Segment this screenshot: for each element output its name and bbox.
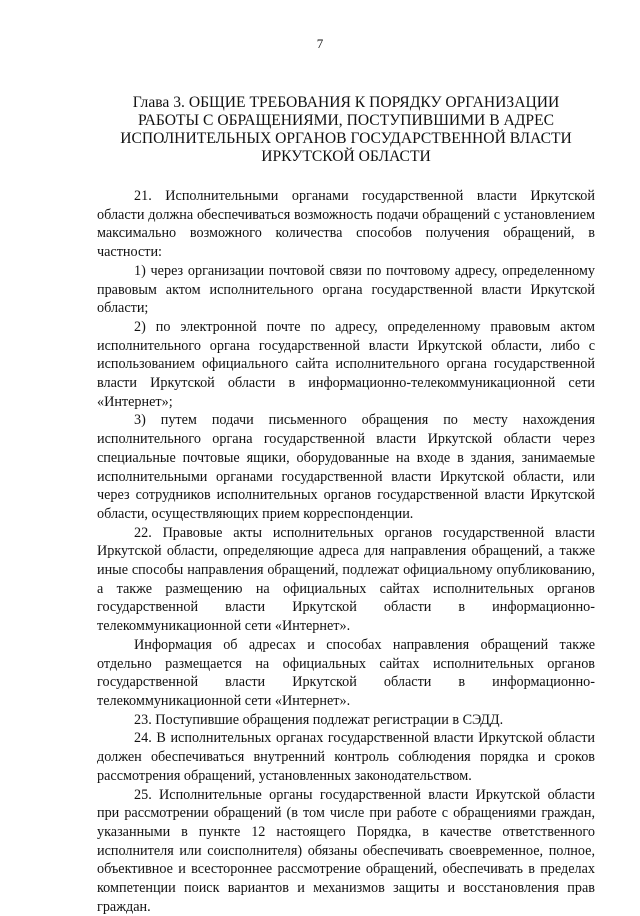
chapter-title [120,94,572,166]
paragraph-21-item-3: 3) путем подачи письменного обращения по месту нахождения исполнительного органа государственной власти Иркутской области через специальные почтовые ящики, оборудованные на входе в здания, занимаемые исполнительными органами государственной власти Иркутской области, или через сотрудников исполнительных органов государственной власти Иркутской области, осуществляющих прием корреспонденции. [97,411,595,523]
chapter-title-line: РАБОТЫ С ОБРАЩЕНИЯМИ, ПОСТУПИВШИМИ В АДРЕС [120,112,572,130]
paragraph-25: 25. Исполнительные органы государственной власти Иркутской области при рассмотрении обращений (в том числе при работе с обращениями граждан, указанными в пункте 12 настоящего Порядка, в качестве ответственного исполнителя или соисполнителя) обязаны обеспечивать своевременное, полное, объективное и всестороннее рассмотрение обращений, обеспечивать в пределах компетенции поиск вариантов и механизмов защиты и восстановления прав граждан. [97,786,595,916]
chapter-title-line: ИСПОЛНИТЕЛЬНЫХ ОРГАНОВ ГОСУДАРСТВЕННОЙ ВЛАСТИ [120,130,572,148]
paragraph-21-item-1: 1) через организации почтовой связи по почтовому адресу, определенному правовым актом исполнительного органа государственной власти Иркутской области; [97,262,595,318]
paragraph-21: 21. Исполнительными органами государственной власти Иркутской области должна обеспечиваться возможность подачи обращений с установлением максимально возможного количества способов получения обращений, в частности: [97,187,595,262]
paragraph-24: 24. В исполнительных органах государственной власти Иркутской области должен обеспечиваться внутренний контроль соблюдения порядка и сроков рассмотрения обращений, установленных законодательством. [97,729,595,785]
document-body [97,187,595,916]
chapter-title-line: ИРКУТСКОЙ ОБЛАСТИ [120,148,572,166]
paragraph-22: 22. Правовые акты исполнительных органов государственной власти Иркутской области, определяющие адреса для направления обращений, а также иные способы направления обращений, подлежат официальному опубликованию, а также размещению на официальных сайтах исполнительных органов государственной власти Иркутской области в информационно-телекоммуникационной сети «Интернет». [97,524,595,636]
paragraph-23: 23. Поступившие обращения подлежат регистрации в СЭДД. [97,711,595,730]
chapter-title-line: Глава 3. ОБЩИЕ ТРЕБОВАНИЯ К ПОРЯДКУ ОРГАНИЗАЦИИ [120,94,572,112]
page-number: 7 [0,37,640,51]
paragraph-22-info: Информация об адресах и способах направления обращений также отдельно размещается на официальных сайтах исполнительных органов государственной власти Иркутской области в информационно-телекоммуникационной сети «Интернет». [97,636,595,711]
paragraph-21-item-2: 2) по электронной почте по адресу, определенному правовым актом исполнительного органа государственной власти Иркутской области, либо с использованием официального сайта исполнительного органа государственной власти Иркутской области в информационно-телекоммуникационной сети «Интернет»; [97,318,595,412]
